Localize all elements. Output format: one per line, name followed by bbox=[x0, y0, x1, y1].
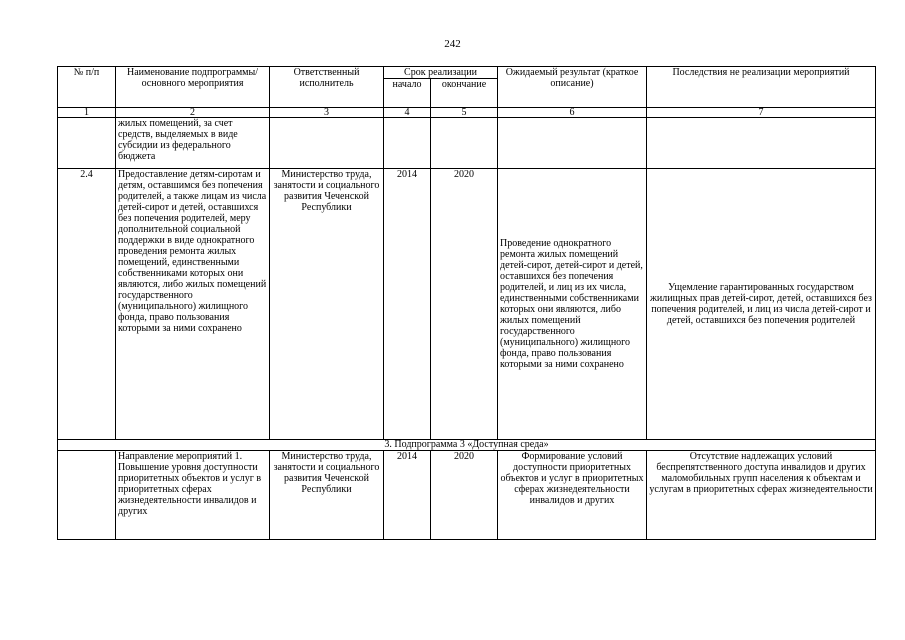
column-number: 7 bbox=[647, 108, 876, 118]
cell-result: Формирование условий доступности приоритетных объектов и услуг в приоритетных сферах жизнедеятельности инвалидов и других bbox=[498, 451, 647, 540]
page-number: 242 bbox=[444, 38, 461, 50]
header-start: начало bbox=[384, 79, 431, 108]
header-row-1 bbox=[58, 67, 876, 79]
program-table bbox=[57, 66, 876, 540]
cell-end: 2020 bbox=[431, 451, 498, 540]
cell-name: жилых помещений, за счет средств, выделяемых в виде субсидии из федерального бюджета bbox=[116, 118, 270, 169]
cell-consequences bbox=[647, 118, 876, 169]
header-end: окончание bbox=[431, 79, 498, 108]
column-number: 4 bbox=[384, 108, 431, 118]
cell-end bbox=[431, 118, 498, 169]
header-result: Ожидаемый результат (краткое описание) bbox=[498, 67, 647, 108]
header-num: № п/п bbox=[58, 67, 116, 108]
cell-executor bbox=[270, 118, 384, 169]
cell-name: Предоставление детям-сиротам и детям, оставшимся без попечения родителей, а также лицам из числа детей-сирот и детей, оставшихся без попечения родителей, меру дополнительной социальной поддержки в виде однократного проведения ремонта жилых помещений, единственными собственниками которых они являются, либо жилых помещений государственного (муниципального) жилищного фонда, право пользования которыми за ними сохранено bbox=[116, 169, 270, 440]
header-period: Срок реализации bbox=[384, 67, 498, 79]
table-row-continuation bbox=[58, 118, 876, 169]
cell-consequences: Ущемление гарантированных государством жилищных прав детей-сирот, детей, оставшихся без попечения родителей, и лиц из числа детей-сирот и детей, оставшихся без попечения родителей bbox=[647, 169, 876, 440]
column-number: 3 bbox=[270, 108, 384, 118]
cell-name: Направление мероприятий 1. Повышение уровня доступности приоритетных объектов и услуг в приоритетных сферах жизнедеятельности инвалидов и других bbox=[116, 451, 270, 540]
header-consequences: Последствия не реализации мероприятий bbox=[647, 67, 876, 108]
cell-consequences: Отсутствие надлежащих условий беспрепятственного доступа инвалидов и других маломобильных групп населения к объектам и услугам в приоритетных сферах жизнедеятельности bbox=[647, 451, 876, 540]
header-executor: Ответственный исполнитель bbox=[270, 67, 384, 108]
cell-start: 2014 bbox=[384, 169, 431, 440]
cell-num bbox=[58, 118, 116, 169]
cell-result bbox=[498, 118, 647, 169]
column-numbers-row bbox=[58, 108, 876, 118]
column-number: 5 bbox=[431, 108, 498, 118]
cell-end: 2020 bbox=[431, 169, 498, 440]
column-number: 2 bbox=[116, 108, 270, 118]
table-row-2-4 bbox=[58, 169, 876, 440]
column-number: 1 bbox=[58, 108, 116, 118]
cell-start: 2014 bbox=[384, 451, 431, 540]
cell-executor: Министерство труда, занятости и социального развития Чеченской Республики bbox=[270, 169, 384, 440]
cell-num bbox=[58, 451, 116, 540]
cell-result: Проведение однократного ремонта жилых помещений детей-сирот, детей-сирот и детей, оставшихся без попечения родителей, и лиц из их числа, единственными собственниками которых они являются, либо жилых помещений государственного (муниципального) жилищного фонда, право пользования которыми за ними сохранено bbox=[498, 169, 647, 440]
header-name: Наименование подпрограммы/ основного мероприятия bbox=[116, 67, 270, 108]
cell-start bbox=[384, 118, 431, 169]
cell-executor: Министерство труда, занятости и социального развития Чеченской Республики bbox=[270, 451, 384, 540]
section-title: 3. Подпрограмма 3 «Доступная среда» bbox=[58, 440, 876, 451]
cell-num: 2.4 bbox=[58, 169, 116, 440]
column-number: 6 bbox=[498, 108, 647, 118]
table-row-3-1 bbox=[58, 451, 876, 540]
section-row bbox=[58, 440, 876, 451]
